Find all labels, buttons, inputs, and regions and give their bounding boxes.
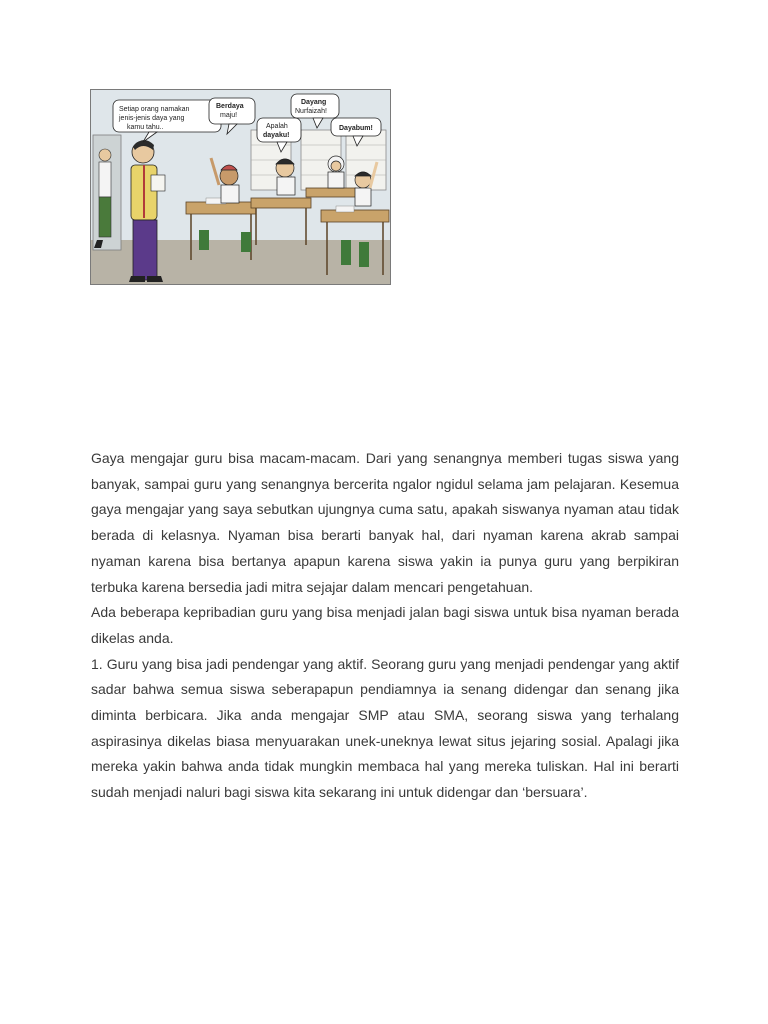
paragraph-point-1: 1. Guru yang bisa jadi pendengar yang aktif. Seorang guru yang menjadi pendengar yang aktif sadar bahwa semua siswa seberapapun pendiamnya ia senang didengar dan senang jika diminta berbicara. Jika anda mengajar SMP atau SMA, seorang siswa yang terhalang aspirasinya dikelas biasa menyuarakan unek-uneknya lewat situs jejaring sosial. Apalagi jika mereka yakin bahwa anda tidak mungkin membaca hal yang mereka tuliskan. Hal ini berarti sudah menjadi naluri bagi siswa kita sekarang ini untuk didengar dan ‘bersuara’. [91, 655, 679, 801]
bubble-teacher-line-3: kamu tahu.. [127, 124, 164, 131]
classroom-cartoon-image [90, 89, 391, 285]
bubble-student4-line-1: Dayabum! [339, 125, 373, 132]
bubble-student1-line-1: Berdaya [216, 103, 244, 110]
paragraph-personality: Ada beberapa kepribadian guru yang bisa menjadi jalan bagi siswa untuk bisa nyaman berada dikelas anda. [91, 604, 679, 646]
body-text [91, 446, 679, 806]
bubble-student2-line-2: dayaku! [263, 132, 290, 139]
paragraph-intro: Gaya mengajar guru bisa macam-macam. Dari yang senangnya memberi tugas siswa yang banyak, sampai guru yang senangnya bercerita ngalor ngidul selama jam pelajaran. Kesemua gaya mengajar yang saya sebutkan ujungnya cuma satu, apakah siswanya nyaman atau tidak berada di kelasnya. Nyaman bisa berarti banyak hal, dari nyaman karena akrab sampai nyaman karena bisa bertanya apapun karena siswa yakin ia punya guru yang berpikiran terbuka karena bersedia jadi mitra sejajar dalam mencari pengetahuan. [91, 450, 679, 595]
bubble-student1-line-2: maju! [220, 112, 238, 119]
bubble-student3-line-2: Nurfaizah! [295, 108, 327, 115]
bubble-student2-line-1: Apalah [266, 123, 288, 130]
bubble-teacher-line-1: Setiap orang namakan [119, 106, 190, 113]
bubble-teacher-line-2: jenis-jenis daya yang [119, 115, 185, 122]
bubble-student3-line-1: Dayang [301, 99, 327, 106]
